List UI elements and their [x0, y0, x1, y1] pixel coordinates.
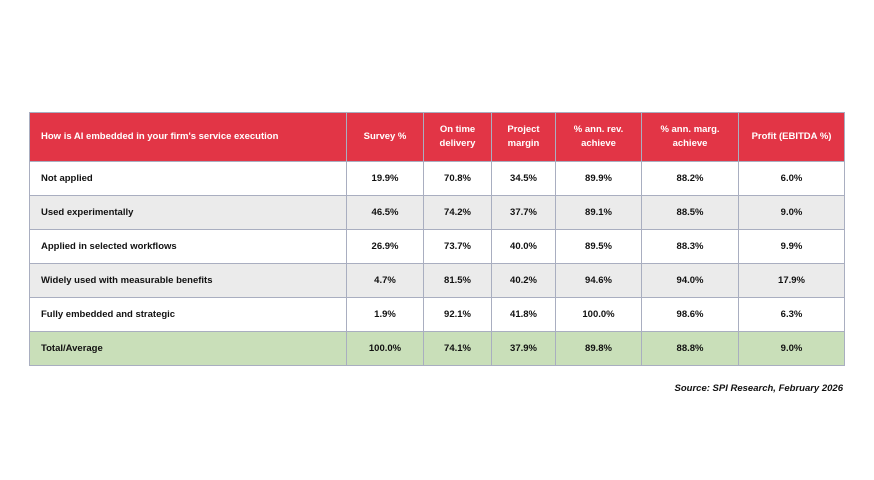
- table-cell: 6.3%: [739, 298, 845, 332]
- column-header: Project margin: [492, 113, 556, 162]
- table-cell: Widely used with measurable benefits: [30, 264, 347, 298]
- table-cell: Fully embedded and strategic: [30, 298, 347, 332]
- table-cell: Applied in selected workflows: [30, 230, 347, 264]
- table-cell: 26.9%: [347, 230, 424, 264]
- table-cell: 41.8%: [492, 298, 556, 332]
- table-cell: 89.1%: [556, 196, 642, 230]
- table-cell: 37.9%: [492, 332, 556, 366]
- source-note: Source: SPI Research, February 2026: [674, 383, 843, 394]
- column-header: Profit (EBITDA %): [739, 113, 845, 162]
- table-cell: 1.9%: [347, 298, 424, 332]
- table-cell: 92.1%: [424, 298, 492, 332]
- table-cell: 100.0%: [556, 298, 642, 332]
- table-row: [30, 196, 845, 230]
- table-cell: 9.0%: [739, 196, 845, 230]
- table-cell: 88.2%: [642, 162, 739, 196]
- table-row: [30, 162, 845, 196]
- table-cell: 6.0%: [739, 162, 845, 196]
- ai-embedding-table: [29, 112, 845, 366]
- column-header: % ann. rev. achieve: [556, 113, 642, 162]
- table-cell: 40.0%: [492, 230, 556, 264]
- table-row: [30, 230, 845, 264]
- table-cell: 74.1%: [424, 332, 492, 366]
- column-header: How is AI embedded in your firm's service execution: [30, 113, 347, 162]
- table-cell: 9.9%: [739, 230, 845, 264]
- table-header-row: [30, 113, 845, 162]
- table-row-total: [30, 332, 845, 366]
- table-cell: 94.0%: [642, 264, 739, 298]
- table-cell: 34.5%: [492, 162, 556, 196]
- table-row: [30, 298, 845, 332]
- table-cell: 89.5%: [556, 230, 642, 264]
- table-cell: 88.3%: [642, 230, 739, 264]
- table-cell: Used experimentally: [30, 196, 347, 230]
- table-cell: 88.8%: [642, 332, 739, 366]
- table-cell: 98.6%: [642, 298, 739, 332]
- table-cell: 73.7%: [424, 230, 492, 264]
- table-cell: 89.9%: [556, 162, 642, 196]
- table-cell: 19.9%: [347, 162, 424, 196]
- table-cell: Not applied: [30, 162, 347, 196]
- table-cell: 37.7%: [492, 196, 556, 230]
- table-cell: 88.5%: [642, 196, 739, 230]
- table-row: [30, 264, 845, 298]
- column-header: Survey %: [347, 113, 424, 162]
- table-cell: Total/Average: [30, 332, 347, 366]
- table-cell: 9.0%: [739, 332, 845, 366]
- table-cell: 46.5%: [347, 196, 424, 230]
- table-cell: 81.5%: [424, 264, 492, 298]
- table-cell: 40.2%: [492, 264, 556, 298]
- table-cell: 4.7%: [347, 264, 424, 298]
- table-cell: 89.8%: [556, 332, 642, 366]
- table-cell: 100.0%: [347, 332, 424, 366]
- table-cell: 70.8%: [424, 162, 492, 196]
- column-header: On time delivery: [424, 113, 492, 162]
- table-cell: 94.6%: [556, 264, 642, 298]
- table-cell: 74.2%: [424, 196, 492, 230]
- column-header: % ann. marg. achieve: [642, 113, 739, 162]
- table-cell: 17.9%: [739, 264, 845, 298]
